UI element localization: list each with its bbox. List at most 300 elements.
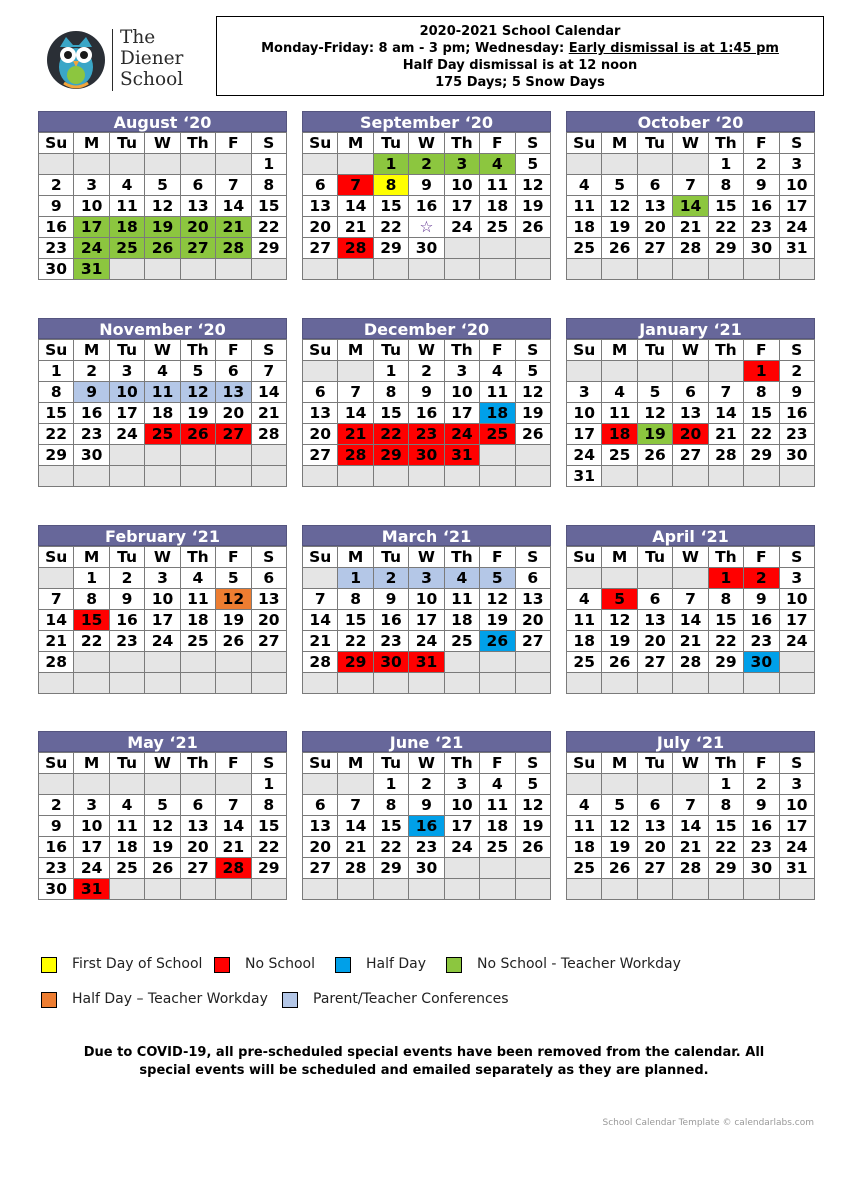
day-cell: 21 xyxy=(303,631,338,652)
day-cell: 7 xyxy=(338,795,373,816)
day-cell: 10 xyxy=(409,589,444,610)
week-row xyxy=(39,238,287,259)
day-cell: 22 xyxy=(708,217,743,238)
empty-cell xyxy=(180,673,215,694)
day-cell: 20 xyxy=(303,217,338,238)
weekday-label: F xyxy=(480,133,515,154)
day-cell: 23 xyxy=(744,837,779,858)
school-logo xyxy=(46,27,226,95)
day-cell: 20 xyxy=(303,837,338,858)
day-cell: 30 xyxy=(409,238,444,259)
empty-cell xyxy=(216,154,251,175)
day-cell: 5 xyxy=(216,568,251,589)
day-cell: 22 xyxy=(373,837,408,858)
logo-divider xyxy=(112,29,113,91)
day-cell: 10 xyxy=(779,175,814,196)
week-row xyxy=(303,175,551,196)
day-cell: 25 xyxy=(444,631,479,652)
empty-cell xyxy=(216,774,251,795)
day-cell: 15 xyxy=(373,403,408,424)
day-cell: 29 xyxy=(708,858,743,879)
day-cell: 18 xyxy=(444,610,479,631)
calendar-header xyxy=(216,16,824,96)
empty-cell xyxy=(39,466,74,487)
weekday-label: Tu xyxy=(637,133,672,154)
empty-cell xyxy=(373,673,408,694)
day-cell: 14 xyxy=(673,196,708,217)
week-row xyxy=(567,154,815,175)
day-cell: 18 xyxy=(480,816,515,837)
day-cell: 3 xyxy=(779,154,814,175)
legend-half-day-swatch xyxy=(335,957,351,973)
empty-cell xyxy=(515,238,550,259)
day-cell: 5 xyxy=(180,361,215,382)
day-cell: 1 xyxy=(373,774,408,795)
empty-cell xyxy=(480,238,515,259)
day-cell: 18 xyxy=(480,403,515,424)
day-cell: 21 xyxy=(338,424,373,445)
weekday-label: W xyxy=(409,133,444,154)
weekday-label: Tu xyxy=(373,547,408,568)
week-row xyxy=(39,466,287,487)
day-cell: 26 xyxy=(515,837,550,858)
day-cell: 29 xyxy=(373,858,408,879)
week-row xyxy=(39,631,287,652)
day-cell: 10 xyxy=(444,382,479,403)
day-cell: 28 xyxy=(708,445,743,466)
day-cell: 4 xyxy=(480,361,515,382)
day-cell: 17 xyxy=(779,816,814,837)
day-cell: 11 xyxy=(180,589,215,610)
empty-cell xyxy=(409,673,444,694)
weekday-label: Tu xyxy=(373,133,408,154)
day-cell: 27 xyxy=(303,445,338,466)
weekday-label: Tu xyxy=(637,340,672,361)
legend-half-teacher-swatch xyxy=(41,992,57,1008)
week-row xyxy=(39,175,287,196)
day-cell: 5 xyxy=(515,154,550,175)
day-cell: 16 xyxy=(74,403,109,424)
day-cell: 1 xyxy=(338,568,373,589)
weekday-label: M xyxy=(74,340,109,361)
weekday-header-row xyxy=(567,547,815,568)
weekday-label: M xyxy=(338,547,373,568)
week-row xyxy=(567,259,815,280)
empty-cell xyxy=(708,466,743,487)
day-cell: 2 xyxy=(74,361,109,382)
weekday-label: Th xyxy=(708,753,743,774)
weekday-label: W xyxy=(145,547,180,568)
day-cell: 23 xyxy=(409,837,444,858)
day-cell: 29 xyxy=(744,445,779,466)
day-cell: 21 xyxy=(251,403,286,424)
day-cell: 21 xyxy=(673,631,708,652)
week-row xyxy=(39,673,287,694)
day-cell: 26 xyxy=(515,424,550,445)
month-title: December ‘20 xyxy=(302,318,551,339)
empty-cell xyxy=(567,774,602,795)
day-cell: 29 xyxy=(338,652,373,673)
day-cell: 31 xyxy=(74,259,109,280)
day-cell: 29 xyxy=(708,652,743,673)
month-grid xyxy=(302,752,551,900)
empty-cell xyxy=(39,774,74,795)
week-row xyxy=(303,837,551,858)
weekday-label: S xyxy=(251,753,286,774)
day-cell: 22 xyxy=(373,424,408,445)
week-row xyxy=(303,424,551,445)
empty-cell xyxy=(303,154,338,175)
day-cell: 15 xyxy=(251,816,286,837)
empty-cell xyxy=(303,879,338,900)
empty-cell xyxy=(39,154,74,175)
empty-cell xyxy=(338,879,373,900)
day-cell: 22 xyxy=(251,837,286,858)
day-cell: 15 xyxy=(39,403,74,424)
day-cell: 15 xyxy=(251,196,286,217)
school-name xyxy=(120,27,183,90)
day-cell: 17 xyxy=(444,403,479,424)
day-cell: 5 xyxy=(637,382,672,403)
day-cell: 9 xyxy=(409,382,444,403)
week-row xyxy=(303,673,551,694)
empty-cell xyxy=(109,774,144,795)
empty-cell xyxy=(373,466,408,487)
week-row xyxy=(303,445,551,466)
empty-cell xyxy=(602,774,637,795)
day-cell: 12 xyxy=(515,175,550,196)
weekday-label: S xyxy=(779,753,814,774)
day-cell: 24 xyxy=(444,217,479,238)
empty-cell xyxy=(251,879,286,900)
day-cell: 16 xyxy=(744,816,779,837)
week-row xyxy=(567,816,815,837)
day-cell: 9 xyxy=(74,382,109,403)
weekday-label: W xyxy=(409,340,444,361)
day-cell: 30 xyxy=(39,879,74,900)
day-cell: 8 xyxy=(251,795,286,816)
weekday-label: W xyxy=(673,340,708,361)
day-cell: 10 xyxy=(567,403,602,424)
weekday-label: Tu xyxy=(109,547,144,568)
weekday-label: Su xyxy=(303,133,338,154)
weekday-label: Su xyxy=(303,753,338,774)
day-cell: 8 xyxy=(373,795,408,816)
empty-cell xyxy=(567,879,602,900)
day-cell: 1 xyxy=(708,568,743,589)
weekday-label: Th xyxy=(444,133,479,154)
empty-cell xyxy=(109,879,144,900)
day-cell: 9 xyxy=(744,175,779,196)
empty-cell xyxy=(480,879,515,900)
empty-cell xyxy=(338,259,373,280)
empty-cell xyxy=(673,568,708,589)
week-row xyxy=(567,445,815,466)
month-calendar xyxy=(302,731,551,900)
day-cell: 17 xyxy=(444,196,479,217)
empty-cell xyxy=(744,673,779,694)
weekday-label: W xyxy=(145,753,180,774)
day-cell: 15 xyxy=(708,816,743,837)
empty-cell xyxy=(145,652,180,673)
week-row xyxy=(39,361,287,382)
day-cell: 30 xyxy=(74,445,109,466)
day-cell: 1 xyxy=(74,568,109,589)
empty-cell xyxy=(708,673,743,694)
early-dismissal-text: Early dismissal is at 1:45 pm xyxy=(568,41,779,56)
day-cell: 31 xyxy=(444,445,479,466)
day-cell: 27 xyxy=(637,238,672,259)
day-cell: 4 xyxy=(480,154,515,175)
weekday-label: W xyxy=(409,547,444,568)
week-row xyxy=(39,816,287,837)
day-cell: 12 xyxy=(515,795,550,816)
empty-cell xyxy=(480,652,515,673)
day-cell: 17 xyxy=(444,816,479,837)
day-cell: 19 xyxy=(515,196,550,217)
empty-cell xyxy=(673,259,708,280)
empty-cell xyxy=(409,879,444,900)
empty-cell xyxy=(74,673,109,694)
day-cell: 18 xyxy=(567,631,602,652)
weekday-label: W xyxy=(145,133,180,154)
week-row xyxy=(303,238,551,259)
week-row xyxy=(303,652,551,673)
weekday-label: Su xyxy=(39,547,74,568)
day-cell: 31 xyxy=(779,858,814,879)
weekday-label: F xyxy=(216,753,251,774)
day-cell: 19 xyxy=(637,424,672,445)
day-cell: 19 xyxy=(145,217,180,238)
week-row xyxy=(567,631,815,652)
week-row xyxy=(39,589,287,610)
weekday-label: Su xyxy=(303,340,338,361)
day-cell: 6 xyxy=(180,795,215,816)
empty-cell xyxy=(673,774,708,795)
day-cell: 10 xyxy=(74,816,109,837)
day-cell: 20 xyxy=(637,837,672,858)
day-cell: 2 xyxy=(744,774,779,795)
day-cell: 4 xyxy=(567,795,602,816)
day-cell: 10 xyxy=(779,589,814,610)
day-cell: 6 xyxy=(180,175,215,196)
day-cell: 18 xyxy=(602,424,637,445)
day-cell: 10 xyxy=(74,196,109,217)
day-cell: 7 xyxy=(216,795,251,816)
day-cell: 1 xyxy=(39,361,74,382)
day-cell: 3 xyxy=(109,361,144,382)
empty-cell xyxy=(109,259,144,280)
day-cell: 17 xyxy=(409,610,444,631)
week-row xyxy=(567,382,815,403)
day-cell: 25 xyxy=(480,424,515,445)
day-cell: 25 xyxy=(180,631,215,652)
school-name-line-3: School xyxy=(120,69,184,90)
day-cell: 22 xyxy=(74,631,109,652)
week-row xyxy=(303,217,551,238)
empty-cell xyxy=(251,466,286,487)
weekday-label: S xyxy=(779,133,814,154)
day-cell: 16 xyxy=(373,610,408,631)
empty-cell xyxy=(109,652,144,673)
day-cell: 7 xyxy=(251,361,286,382)
week-row xyxy=(567,879,815,900)
day-cell: 10 xyxy=(444,175,479,196)
empty-cell xyxy=(515,879,550,900)
weekday-label: Th xyxy=(180,133,215,154)
day-cell: 28 xyxy=(251,424,286,445)
empty-cell xyxy=(145,466,180,487)
day-cell: 11 xyxy=(109,196,144,217)
day-cell: 2 xyxy=(409,774,444,795)
day-cell: 5 xyxy=(602,795,637,816)
day-cell: 3 xyxy=(444,361,479,382)
empty-cell xyxy=(444,259,479,280)
week-row xyxy=(39,196,287,217)
empty-cell xyxy=(779,466,814,487)
day-cell: 9 xyxy=(109,589,144,610)
weekday-label: M xyxy=(74,753,109,774)
day-cell: 25 xyxy=(480,217,515,238)
day-cell: 21 xyxy=(216,217,251,238)
day-cell: 14 xyxy=(673,816,708,837)
day-cell: 13 xyxy=(637,816,672,837)
empty-cell xyxy=(251,673,286,694)
empty-cell xyxy=(303,361,338,382)
day-cell: 26 xyxy=(515,217,550,238)
weekday-label: S xyxy=(251,547,286,568)
day-cell: 6 xyxy=(637,795,672,816)
day-cell: 14 xyxy=(338,816,373,837)
week-row xyxy=(567,610,815,631)
day-cell: 11 xyxy=(480,795,515,816)
day-cell: 3 xyxy=(444,154,479,175)
legend-first-swatch xyxy=(41,957,57,973)
month-calendar xyxy=(38,731,287,900)
weekday-label: W xyxy=(673,753,708,774)
weekday-label: M xyxy=(74,133,109,154)
month-calendar xyxy=(566,318,815,487)
day-cell: 31 xyxy=(567,466,602,487)
day-cell: 24 xyxy=(779,217,814,238)
empty-cell xyxy=(480,858,515,879)
day-cell: 20 xyxy=(515,610,550,631)
empty-cell xyxy=(637,879,672,900)
day-cell: 8 xyxy=(373,382,408,403)
legend-teacher-workday-swatch xyxy=(446,957,462,973)
day-cell: 25 xyxy=(567,652,602,673)
day-cell: 21 xyxy=(338,217,373,238)
legend-half-day-label: Half Day xyxy=(366,956,427,972)
day-cell: 23 xyxy=(373,631,408,652)
week-row xyxy=(567,361,815,382)
day-cell: 16 xyxy=(779,403,814,424)
day-cell: 22 xyxy=(338,631,373,652)
day-cell: 6 xyxy=(673,382,708,403)
weekday-label: Su xyxy=(39,753,74,774)
day-cell: 15 xyxy=(74,610,109,631)
day-cell: 23 xyxy=(39,238,74,259)
day-cell: 21 xyxy=(39,631,74,652)
empty-cell xyxy=(637,774,672,795)
weekday-label: Tu xyxy=(109,753,144,774)
empty-cell xyxy=(444,652,479,673)
empty-cell xyxy=(444,673,479,694)
weekday-label: W xyxy=(673,547,708,568)
weekday-label: Su xyxy=(567,340,602,361)
weekday-label: Tu xyxy=(373,340,408,361)
day-cell: 7 xyxy=(673,589,708,610)
day-cell: 30 xyxy=(779,445,814,466)
weekday-label: M xyxy=(338,753,373,774)
week-row xyxy=(303,858,551,879)
days-count: 175 Days; 5 Snow Days xyxy=(435,75,605,90)
template-credit[interactable]: School Calendar Template © calendarlabs.com xyxy=(602,1118,814,1128)
month-grid xyxy=(302,339,551,487)
empty-cell xyxy=(216,259,251,280)
empty-cell xyxy=(673,466,708,487)
day-cell: 26 xyxy=(602,652,637,673)
day-cell: 21 xyxy=(673,217,708,238)
day-cell: 12 xyxy=(145,196,180,217)
day-cell: 10 xyxy=(145,589,180,610)
month-title: January ‘21 xyxy=(566,318,815,339)
weekday-label: Th xyxy=(708,340,743,361)
empty-cell xyxy=(409,466,444,487)
day-cell: 9 xyxy=(779,382,814,403)
half-day-info: Half Day dismissal is at 12 noon xyxy=(402,58,638,73)
weekday-header-row xyxy=(303,547,551,568)
day-cell: 9 xyxy=(39,816,74,837)
empty-cell xyxy=(515,466,550,487)
day-cell: 19 xyxy=(480,610,515,631)
day-cell: 23 xyxy=(74,424,109,445)
day-cell: 5 xyxy=(515,774,550,795)
day-cell: 20 xyxy=(673,424,708,445)
week-row xyxy=(303,610,551,631)
weekday-label: M xyxy=(74,547,109,568)
weekday-label: Su xyxy=(567,753,602,774)
empty-cell xyxy=(338,673,373,694)
day-cell: 4 xyxy=(567,589,602,610)
day-cell: 29 xyxy=(251,238,286,259)
day-cell: 31 xyxy=(409,652,444,673)
empty-cell xyxy=(251,652,286,673)
day-cell: 23 xyxy=(409,424,444,445)
week-row xyxy=(39,858,287,879)
day-cell: 20 xyxy=(303,424,338,445)
day-cell: 28 xyxy=(673,238,708,259)
day-cell: 3 xyxy=(567,382,602,403)
weekday-header-row xyxy=(567,753,815,774)
weekday-label: Th xyxy=(444,753,479,774)
day-cell: 22 xyxy=(373,217,408,238)
day-cell: 23 xyxy=(744,631,779,652)
day-cell: 24 xyxy=(409,631,444,652)
day-cell: 13 xyxy=(303,816,338,837)
day-cell: 5 xyxy=(602,589,637,610)
day-cell: 2 xyxy=(779,361,814,382)
empty-cell xyxy=(180,879,215,900)
day-cell: 8 xyxy=(744,382,779,403)
week-row xyxy=(39,652,287,673)
day-cell: 20 xyxy=(637,631,672,652)
day-cell: 8 xyxy=(251,175,286,196)
day-cell: 19 xyxy=(145,837,180,858)
month-title: July ‘21 xyxy=(566,731,815,752)
day-cell: 11 xyxy=(567,816,602,837)
day-cell: 30 xyxy=(744,238,779,259)
